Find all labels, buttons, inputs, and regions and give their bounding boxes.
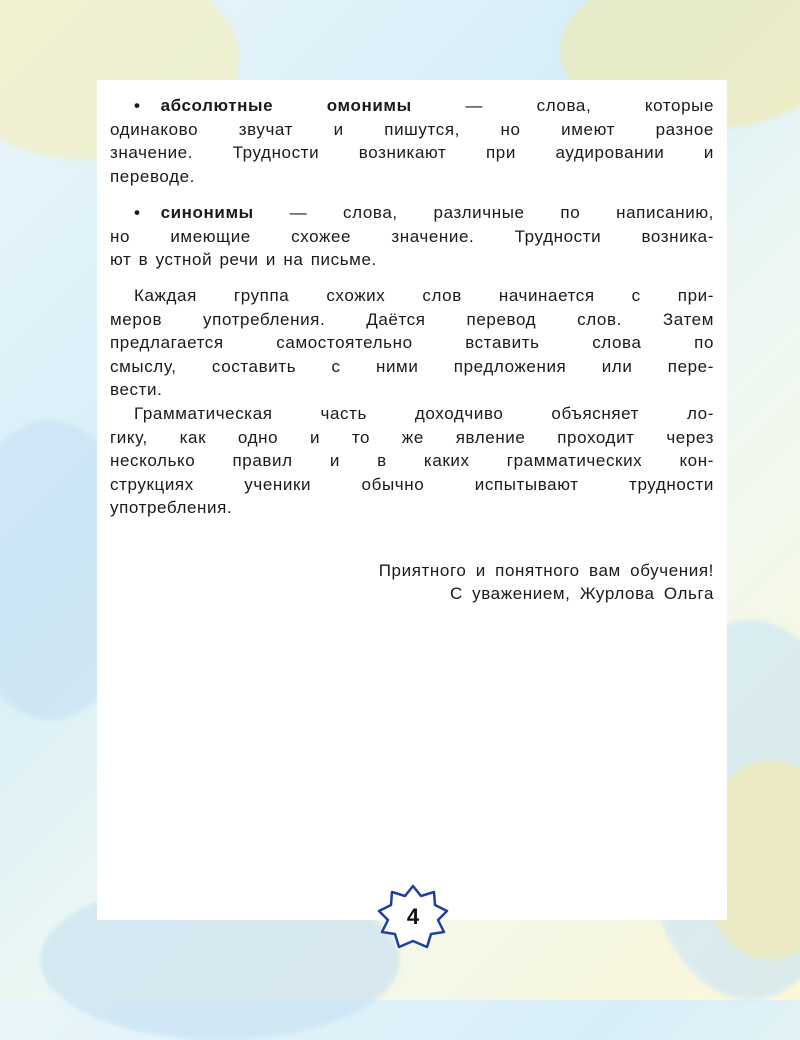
text-line: Каждая группа схожих слов начинается с при- (134, 286, 714, 305)
paragraph-homonyms (110, 94, 714, 188)
text-line: меров употребления. Даётся перевод слов. Затем (110, 309, 714, 329)
text-line: Грамматическая часть доходчиво объясняет ло- (134, 404, 714, 423)
text-line: переводе. (110, 166, 195, 186)
term-homonyms: абсолютные омонимы (160, 96, 412, 115)
page-number: 4 (406, 904, 420, 929)
text-line: несколько правил и в каких грамматических кон- (110, 451, 714, 470)
bullet: • (134, 96, 141, 115)
text-line: вести. (110, 380, 163, 399)
signature-author: С уважением, Журлова Ольга (449, 584, 714, 603)
text-line: одинаково звучат и пишутся, но имеют разное (110, 119, 714, 139)
text-line: струкциях ученики обычно испытывают трудности (110, 474, 714, 494)
text-line: употребления. (110, 498, 233, 517)
paragraph-word-groups (110, 284, 714, 402)
text-line: ют в устной речи и на письме. (110, 250, 377, 269)
signature-greeting: Приятного и понятного вам обучения! (378, 561, 714, 580)
text-line: предлагается самостоятельно вставить слова по (110, 333, 714, 352)
text-line: • синонимы — слова, различные по написанию, (134, 203, 714, 222)
text-line: значение. Трудности возникают при аудировании и (110, 143, 714, 162)
text-line: смыслу, составить с ними предложения или пере- (110, 356, 714, 376)
bullet: • (134, 203, 141, 222)
paragraph-synonyms (110, 201, 714, 272)
term-synonyms: синонимы (160, 203, 254, 222)
text-line: гику, как одно и то же явление проходит через (110, 427, 714, 447)
text-line: • абсолютные омонимы — слова, которые (134, 96, 714, 115)
text-line: но имеющие схожее значение. Трудности возника- (110, 226, 714, 246)
page-sheet (97, 80, 727, 920)
paragraph-grammar (110, 402, 714, 520)
